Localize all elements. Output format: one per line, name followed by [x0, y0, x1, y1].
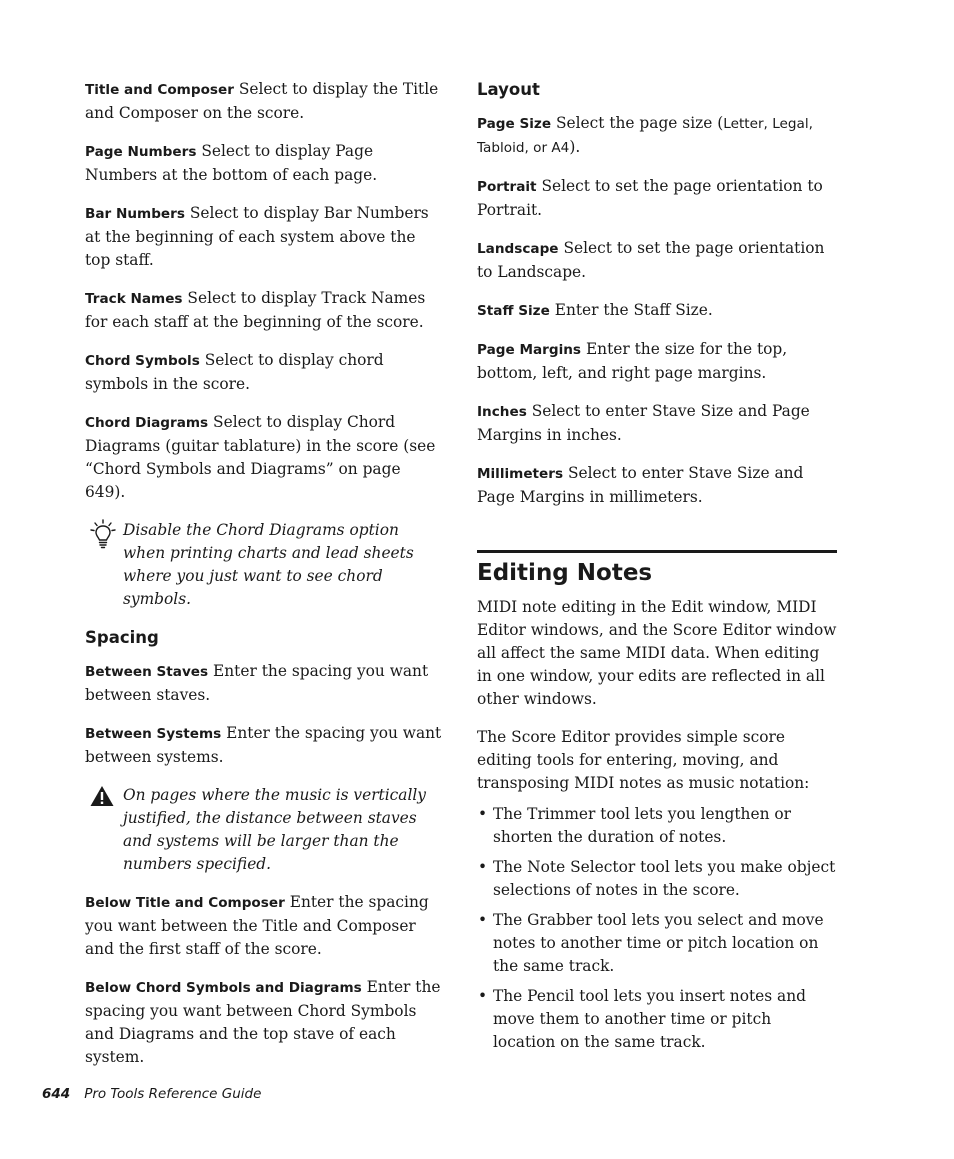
lightbulb-icon: [89, 519, 117, 556]
list-item: • The Trimmer tool lets you lengthen or shorten the duration of notes.: [477, 803, 837, 849]
option-staff-size: [477, 299, 837, 323]
option-description: Enter the size for the top, bottom, left, and right page margins.: [477, 340, 788, 382]
option-between-systems: [85, 722, 445, 769]
body-paragraph: The Score Editor provides simple score editing tools for entering, moving, and transposing MIDI notes as music notation:: [477, 728, 810, 792]
option-term: Portrait: [477, 179, 537, 195]
option-description: Enter the spacing you want between the Title and Composer and the first staff of the score.: [85, 893, 429, 958]
tip-note: [85, 519, 445, 611]
option-inches: [477, 400, 837, 447]
option-bar-numbers: [85, 202, 445, 272]
option-description: Select to display chord symbols in the score.: [85, 351, 384, 393]
option-term: Bar Numbers: [85, 206, 185, 222]
option-term: Track Names: [85, 291, 183, 307]
option-below-chord-symbols-and-diagrams: [85, 976, 445, 1069]
option-description: Enter the spacing you want between Chord Symbols and Diagrams and the top stave of each system.: [85, 978, 441, 1066]
warning-note: [85, 784, 445, 876]
option-description: Select to enter Stave Size and Page Margins in millimeters.: [477, 464, 804, 506]
option-description: Select to display Track Names for each staff at the beginning of the score.: [85, 289, 426, 331]
guide-title: Pro Tools Reference Guide: [84, 1086, 262, 1102]
option-term: Page Size: [477, 116, 552, 132]
option-term: Below Title and Composer: [85, 895, 285, 911]
option-term: Between Systems: [85, 726, 222, 742]
option-description: Select to display Page Numbers at the bottom of each page.: [85, 142, 378, 184]
option-description: Select to display Chord Diagrams (guitar tablature) in the score (see “Chord Symbols and Diagrams” on page 649).: [85, 413, 436, 501]
option-description: Select to display the Title and Composer on the score.: [85, 80, 439, 122]
option-description: Enter the spacing you want between systems.: [85, 724, 442, 766]
option-description: Select to display Bar Numbers at the beginning of each system above the top staff.: [85, 204, 429, 269]
option-millimeters: [477, 462, 837, 509]
list-item: • The Note Selector tool lets you make object selections of notes in the score.: [477, 856, 837, 902]
page-footer: [42, 1086, 261, 1102]
list-item: • The Grabber tool lets you select and move notes to another time or pitch location on the same track.: [477, 909, 837, 978]
option-description: Enter the Staff Size.: [554, 301, 713, 319]
section-divider: [477, 550, 837, 553]
tip-text: Disable the Chord Diagrams option when printing charts and lead sheets where you just want to see chord symbols.: [123, 521, 414, 608]
option-description: Select the page size (: [555, 114, 724, 132]
right-column: [477, 78, 837, 1061]
option-portrait: [477, 175, 837, 222]
layout-heading: Layout: [477, 80, 540, 99]
option-description: Select to set the page orientation to Landscape.: [477, 239, 825, 281]
option-term: Page Numbers: [85, 144, 197, 160]
option-description-end: ).: [569, 138, 581, 156]
option-term: Millimeters: [477, 466, 564, 482]
option-term: Inches: [477, 404, 527, 420]
option-between-staves: [85, 660, 445, 707]
option-term: Between Staves: [85, 664, 209, 680]
option-term: Staff Size: [477, 303, 550, 319]
page-number: 644: [42, 1086, 71, 1102]
spacing-heading: Spacing: [85, 628, 159, 647]
option-landscape: [477, 237, 837, 284]
option-page-numbers: [85, 140, 445, 187]
option-page-size: [477, 112, 837, 160]
option-term: Below Chord Symbols and Diagrams: [85, 980, 362, 996]
warning-icon: [89, 784, 115, 815]
option-chord-symbols: [85, 349, 445, 396]
option-term: Landscape: [477, 241, 559, 257]
option-term: Page Margins: [477, 342, 582, 358]
option-track-names: [85, 287, 445, 334]
option-term: Chord Symbols: [85, 353, 200, 369]
option-title-and-composer: [85, 78, 445, 125]
tool-list: [477, 803, 837, 1054]
option-description: Select to enter Stave Size and Page Margins in inches.: [477, 402, 810, 444]
option-chord-diagrams: [85, 411, 445, 504]
option-below-title-and-composer: [85, 891, 445, 961]
left-column: [85, 78, 445, 1084]
option-term: Chord Diagrams: [85, 415, 209, 431]
option-description: Select to set the page orientation to Portrait.: [477, 177, 823, 219]
section-title: Editing Notes: [477, 560, 653, 586]
warning-text: On pages where the music is vertically justified, the distance between staves and systems will be larger than the numbers specified.: [123, 786, 427, 873]
option-description: Enter the spacing you want between staves.: [85, 662, 429, 704]
list-item: • The Pencil tool lets you insert notes and move them to another time or pitch location on the same track.: [477, 985, 837, 1054]
option-page-margins: [477, 338, 837, 385]
option-term: Title and Composer: [85, 82, 234, 98]
body-paragraph: MIDI note editing in the Edit window, MIDI Editor windows, and the Score Editor window all affect the same MIDI data. When editing in one window, your edits are reflected in all other windows.: [477, 598, 837, 708]
page-size-options: Letter, Legal, Tabloid, or A4: [477, 116, 813, 156]
